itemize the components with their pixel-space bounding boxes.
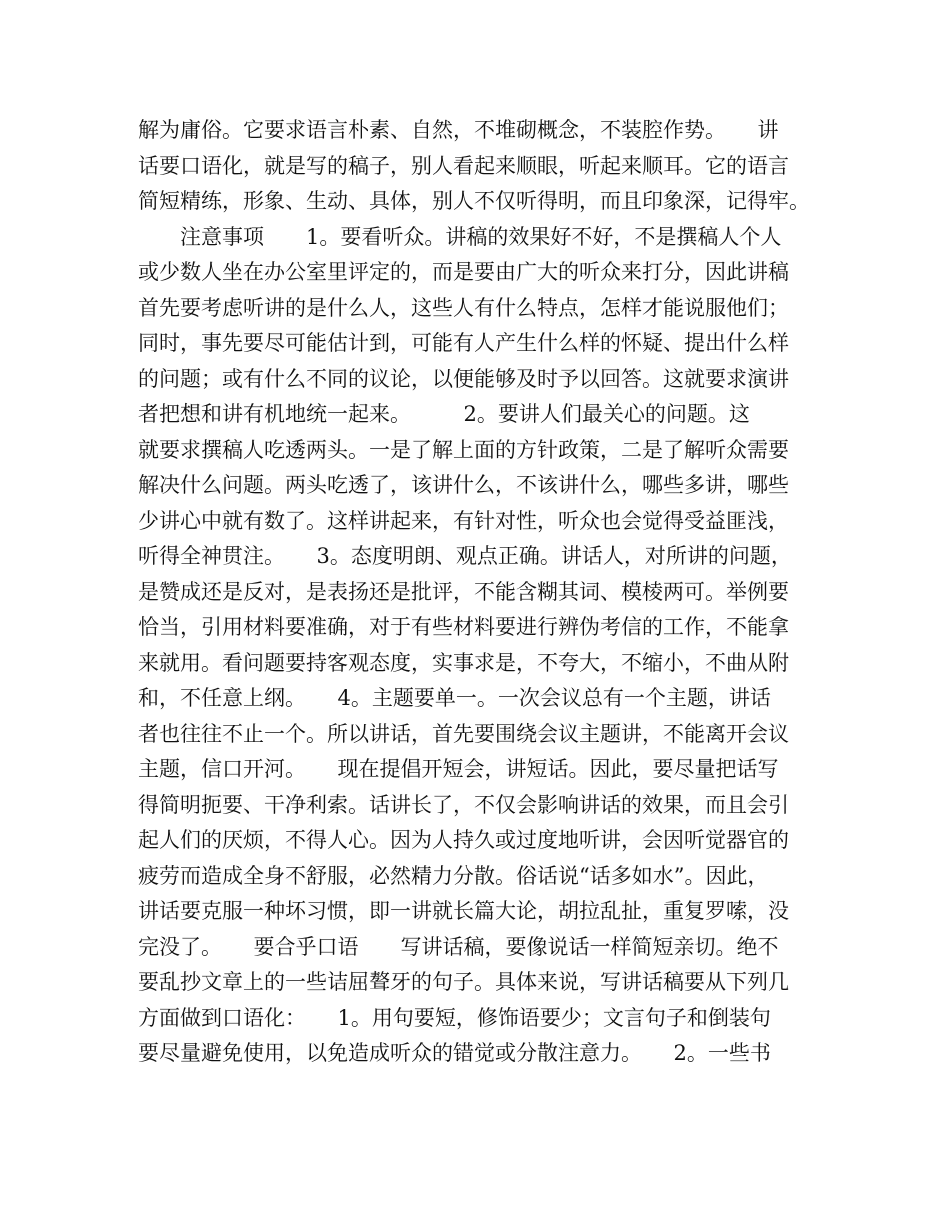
text-line: 简短精练，形象、生动、具体，别人不仅听得明，而且印象深，记得牢。 bbox=[138, 189, 810, 213]
text-line: 同时，事先要尽可能估计到，可能有人产生什么样的怀疑、提出什么样 bbox=[138, 331, 789, 355]
text-line: 得简明扼要、干净利索。话讲长了，不仅会影响讲话的效果，而且会引 bbox=[138, 792, 789, 817]
text-line: 或少数人坐在办公室里评定的，而是要由广大的听众来打分，因此讲稿 bbox=[138, 260, 789, 284]
text-line: 少讲心中就有数了。这样讲起来，有针对性，听众也会觉得受益匪浅， bbox=[138, 508, 789, 533]
text-line: 主题，信口开河。 现在提倡开短会，讲短话。因此，要尽量把话写 bbox=[138, 757, 779, 781]
text-line: 解为庸俗。它要求语言朴素、自然，不堆砌概念，不装腔作势。 讲 bbox=[138, 118, 779, 142]
text-line: 疲劳而造成全身不舒服，必然精力分散。俗话说“话多如水”。因此， bbox=[138, 863, 769, 888]
text-line: 听得全神贯注。 3。态度明朗、观点正确。讲话人，对所讲的问题， bbox=[138, 544, 792, 568]
text-line: 话要口语化，就是写的稿子，别人看起来顺眼，听起来顺耳。它的语言 bbox=[138, 153, 789, 178]
text-line: 起人们的厌烦，不得人心。因为人持久或过度地听讲，会因听觉器官的 bbox=[138, 828, 789, 852]
text-line: 来就用。看问题要持客观态度，实事求是，不夸大，不缩小，不曲从附 bbox=[138, 650, 789, 675]
text-line: 要乱抄文章上的一些诘屈聱牙的句子。具体来说，写讲话稿要从下列几 bbox=[138, 970, 789, 994]
text-line: 方面做到口语化： 1。用句要短，修饰语要少；文言句子和倒装句 bbox=[138, 1005, 771, 1030]
text-line: 的问题；或有什么不同的议论，以便能够及时予以回答。这就要求演讲 bbox=[138, 366, 789, 391]
text-line: 恰当，引用材料要准确，对于有些材料要进行辨伪考信的工作，不能拿 bbox=[138, 615, 789, 639]
text-line: 注意事项 1。要看听众。讲稿的效果好不好，不是撰稿人个人 bbox=[138, 224, 782, 249]
text-line: 完没了。 要合乎口语 写讲话稿，要像说话一样简短亲切。绝不 bbox=[138, 934, 779, 959]
text-line: 首先要考虑听讲的是什么人，这些人有什么特点，怎样才能说服他们； bbox=[138, 295, 789, 320]
text-line: 要尽量避免使用，以免造成听众的错觉或分散注意力。 2。一些书 bbox=[138, 1041, 771, 1065]
text-line: 者把想和讲有机地统一起来。 2。要讲人们最关心的问题。这 bbox=[138, 402, 750, 426]
text-line: 和，不任意上纲。 4。主题要单一。一次会议总有一个主题，讲话 bbox=[138, 686, 771, 710]
body-text bbox=[138, 113, 828, 1072]
text-line: 就要求撰稿人吃透两头。一是了解上面的方针政策，二是了解听众需要 bbox=[138, 437, 789, 462]
text-line: 讲话要克服一种坏习惯，即一讲就长篇大论，胡拉乱扯，重复罗嗦，没 bbox=[138, 899, 789, 923]
text-line: 是赞成还是反对，是表扬还是批评，不能含糊其词、模棱两可。举例要 bbox=[138, 579, 789, 604]
text-line: 者也往往不止一个。所以讲话，首先要围绕会议主题讲，不能离开会议 bbox=[138, 721, 789, 746]
text-line: 解决什么问题。两头吃透了，该讲什么，不该讲什么，哪些多讲，哪些 bbox=[138, 473, 789, 497]
